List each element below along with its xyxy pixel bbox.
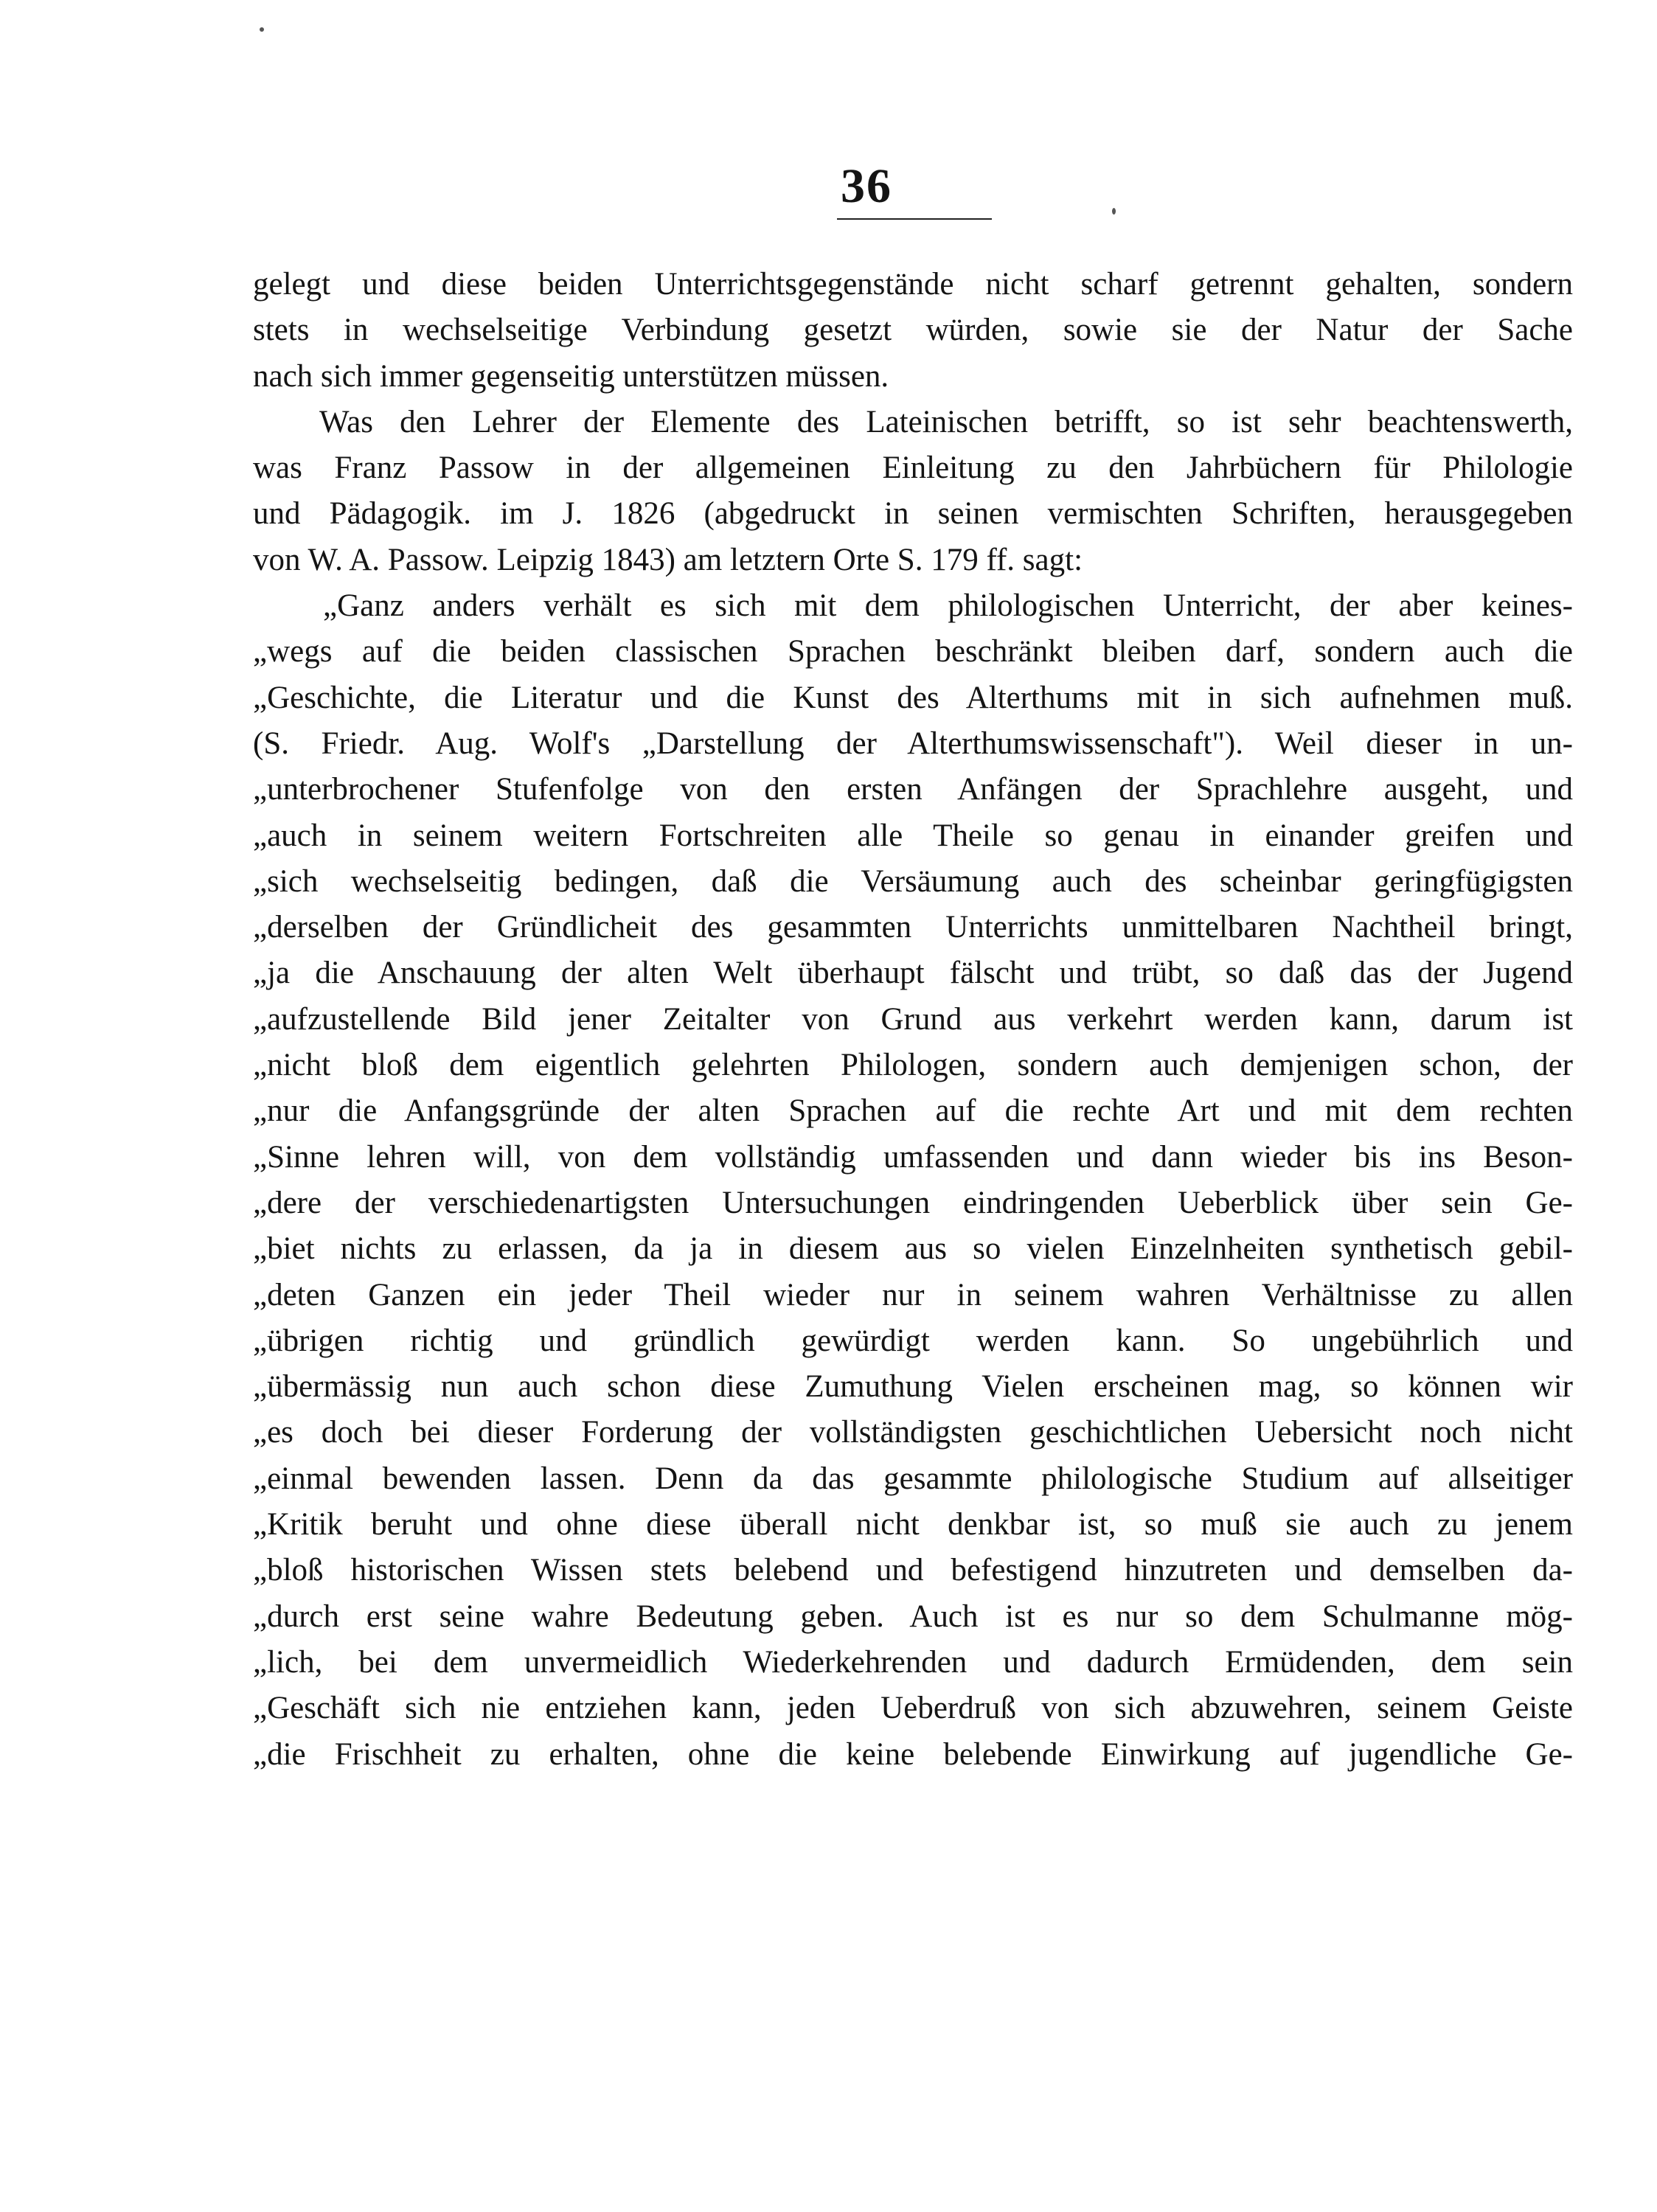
paragraph-continuation (253, 262, 1573, 400)
paragraph-quotation (253, 583, 1573, 1778)
text-line: „ja die Anschauung der alten Welt überhaupt fälscht und trübt, so daß das der Jugend (253, 956, 1573, 991)
text-line: „es doch bei dieser Forderung der vollständigsten geschichtlichen Uebersicht noch nicht (253, 1415, 1573, 1450)
paragraph-passow-reference (253, 400, 1573, 583)
text-line: „wegs auf die beiden classischen Sprachen beschränkt bleiben darf, sondern auch die (253, 634, 1573, 669)
page-number: 36 (841, 159, 892, 213)
scan-speck (1112, 208, 1116, 215)
body-text (253, 262, 1573, 1778)
text-line: „derselben der Gründlicheit des gesammten Unterrichts unmittelbaren Nachtheil bringt, (253, 910, 1573, 945)
text-line: „nicht bloß dem eigentlich gelehrten Philologen, sondern auch demjenigen schon, der (253, 1048, 1573, 1083)
text-line: „Geschichte, die Literatur und die Kunst des Alterthums mit in sich aufnehmen muß. (253, 680, 1573, 715)
scan-speck (260, 27, 264, 32)
text-line: „Ganz anders verhält es sich mit dem philologischen Unterricht, der aber keines- (323, 588, 1573, 624)
text-line: „dere der verschiedenartigsten Untersuchungen eindringenden Ueberblick über sein Ge- (253, 1185, 1573, 1220)
text-line: nach sich immer gegenseitig unterstützen müssen. (253, 358, 889, 394)
text-line: „lich, bei dem unvermeidlich Wiederkehrenden und dadurch Ermüdenden, dem sein (253, 1644, 1573, 1680)
text-line: (S. Friedr. Aug. Wolf's „Darstellung der Alterthumswissenschaft"). Weil dieser in un- (253, 726, 1573, 761)
header-rule (837, 218, 992, 220)
text-line: „deten Ganzen ein jeder Theil wieder nur in seinem wahren Verhältnisse zu allen (253, 1277, 1573, 1312)
text-line: „biet nichts zu erlassen, da ja in diesem aus so vielen Einzelnheiten synthetisch gebil- (253, 1231, 1573, 1267)
text-line: „die Frischheit zu erhalten, ohne die keine belebende Einwirkung auf jugendliche Ge- (253, 1736, 1573, 1772)
text-line: „Geschäft sich nie entziehen kann, jeden Ueberdruß von sich abzuwehren, seinem Geiste (253, 1691, 1573, 1726)
text-line: „unterbrochener Stufenfolge von den ersten Anfängen der Sprachlehre ausgeht, und (253, 772, 1573, 807)
text-line: von W. A. Passow. Leipzig 1843) am letztern Orte S. 179 ff. sagt: (253, 542, 1083, 577)
text-line: „übrigen richtig und gründlich gewürdigt werden kann. So ungebührlich und (253, 1323, 1573, 1358)
text-line: was Franz Passow in der allgemeinen Einleitung zu den Jahrbüchern für Philologie (253, 451, 1573, 486)
text-line: Was den Lehrer der Elemente des Lateinischen betrifft, so ist sehr beachtenswerth, (319, 404, 1573, 439)
text-line: „Kritik beruht und ohne diese überall nicht denkbar ist, so muß sie auch zu jenem (253, 1507, 1573, 1543)
text-line: stets in wechselseitige Verbindung gesetzt würden, sowie sie der Natur der Sache (253, 313, 1573, 348)
text-line: gelegt und diese beiden Unterrichtsgegenstände nicht scharf getrennt gehalten, sondern (253, 267, 1573, 302)
text-line: „bloß historischen Wissen stets belebend und befestigend hinzutreten und demselben da- (253, 1553, 1573, 1588)
text-line: „einmal bewenden lassen. Denn da das gesammte philologische Studium auf allseitiger (253, 1461, 1573, 1496)
text-line: „auch in seinem weitern Fortschreiten alle Theile so genau in einander greifen und (253, 818, 1573, 853)
text-line: „Sinne lehren will, von dem vollständig umfassenden und dann wieder bis ins Beson- (253, 1139, 1573, 1175)
text-line: „aufzustellende Bild jener Zeitalter von Grund aus verkehrt werden kann, darum ist (253, 1001, 1573, 1037)
text-line: und Pädagogik. im J. 1826 (abgedruckt in seinen vermischten Schriften, herausgegeben (253, 496, 1573, 532)
text-line: „sich wechselseitig bedingen, daß die Versäumung auch des scheinbar geringfügigsten (253, 863, 1573, 899)
text-line: „nur die Anfangsgründe der alten Sprachen auf die rechte Art und mit dem rechten (253, 1093, 1573, 1129)
text-line: „durch erst seine wahre Bedeutung geben. Auch ist es nur so dem Schulmanne mög- (253, 1599, 1573, 1634)
text-line: „übermässig nun auch schon diese Zumuthung Vielen erscheinen mag, so können wir (253, 1369, 1573, 1405)
